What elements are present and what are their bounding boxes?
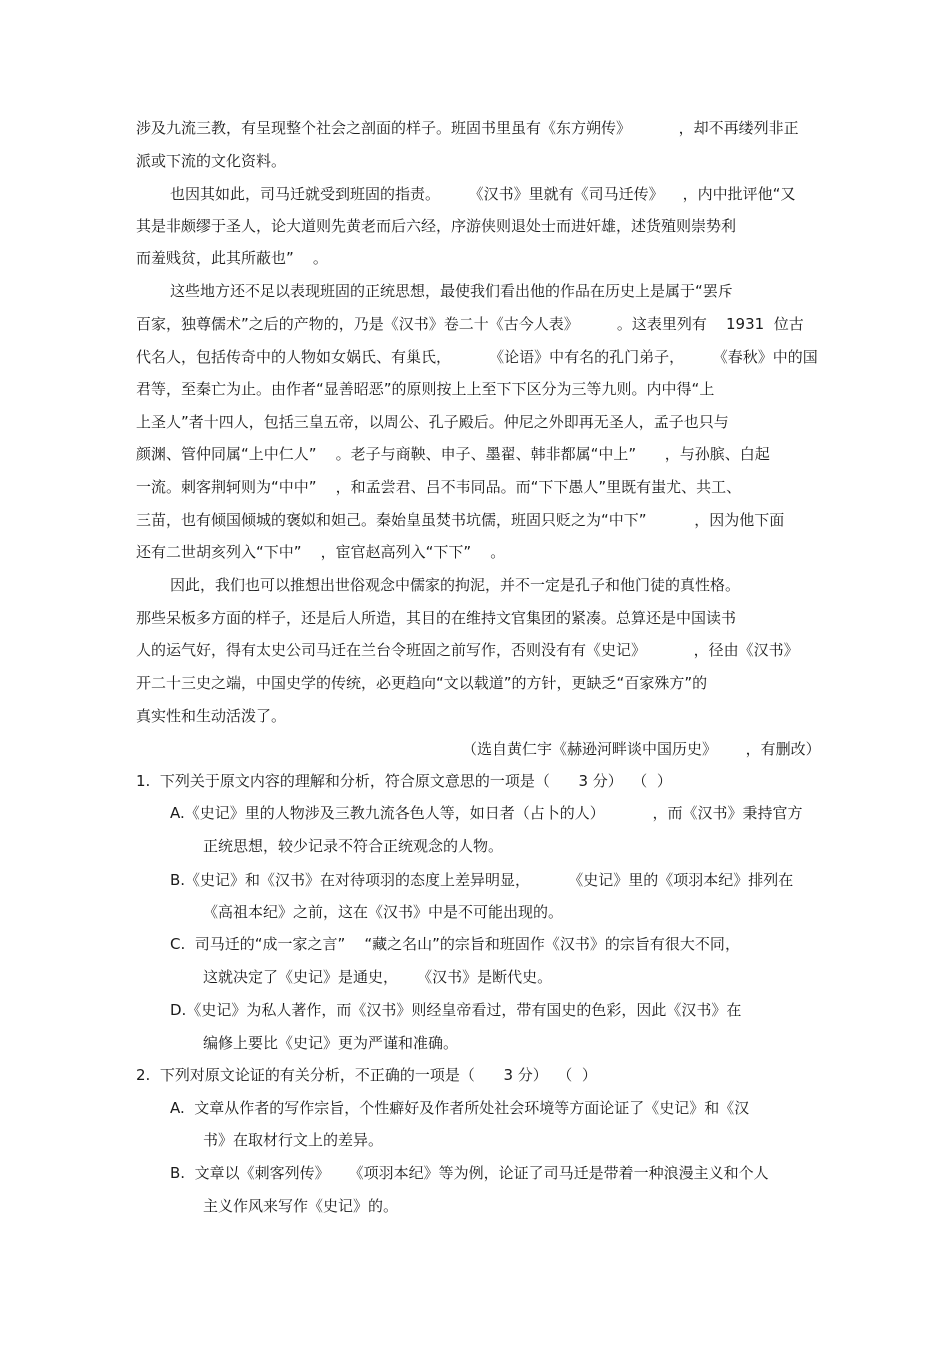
text-line: 一流。刺客荆轲则为“中中” ，和孟尝君、吕不韦同品。而“下下愚人”里既有蚩尤、共工、 bbox=[136, 478, 742, 496]
question-1-option-c-cont: 这就决定了《史记》是通史， 《汉书》是断代史。 bbox=[203, 968, 553, 986]
question-2-stem: 2. 下列对原文论证的有关分析，不正确的一项是（ 3 分） （ ） bbox=[136, 1066, 597, 1084]
text-line: 派或下流的文化资料。 bbox=[136, 152, 287, 170]
text-line: 颜渊、管仲同属“上中仁人” 。老子与商鞅、申子、墨翟、韩非都属“中上” ，与孙膑、白起 bbox=[136, 445, 770, 463]
text-line: 人的运气好，得有太史公司马迁在兰台令班固之前写作，否则没有有《史记》 ，径由《汉书》 bbox=[136, 641, 799, 659]
text-line: 这些地方还不足以表现班固的正统思想，最使我们看出他的作品在历史上是属于“罢斥 bbox=[170, 282, 733, 300]
source-attribution: （选自黄仁宇《赫逊河畔谈中国历史》 ，有删改） bbox=[462, 740, 821, 758]
question-2-option-b: B. 文章以《刺客列传》 《项羽本纪》等为例，论证了司马迁是带着一种浪漫主义和个人 bbox=[170, 1164, 769, 1182]
text-line: 代名人，包括传奇中的人物如女娲氏、有巢氏， 《论语》中有名的孔门弟子， 《春秋》中的国 bbox=[136, 348, 818, 366]
text-line: 因此，我们也可以推想出世俗观念中儒家的拘泥，并不一定是孔子和他门徒的真性格。 bbox=[170, 576, 741, 594]
text-line: 君等，至秦亡为止。由作者“显善昭恶”的原则按上上至下下区分为三等九则。内中得“上 bbox=[136, 380, 715, 398]
question-1-stem: 1. 下列关于原文内容的理解和分析，符合原文意思的一项是（ 3 分） （ ） bbox=[136, 772, 672, 790]
text-line: 其是非颇缪于圣人，论大道则先黄老而后六经，序游侠则退处士而进奸雄，述货殖则崇势利 bbox=[136, 217, 737, 235]
text-line: 百家，独尊儒术”之后的产物的，乃是《汉书》卷二十《古今人表》 。这表里列有 1931 位古 bbox=[136, 315, 804, 333]
text-line: 三苗，也有倾国倾城的褒姒和妲己。秦始皇虽焚书坑儒，班固只贬之为“中下” ，因为他下面 bbox=[136, 511, 785, 529]
text-line: 还有二世胡亥列入“下中” ，宦官赵高列入“下下” 。 bbox=[136, 543, 506, 561]
question-1-option-a: A.《史记》里的人物涉及三教九流各色人等，如日者（占卜的人） ，而《汉书》秉持官方 bbox=[170, 804, 803, 822]
question-2-option-a: A. 文章从作者的写作宗旨，个性癖好及作者所处社会环境等方面论证了《史记》和《汉 bbox=[170, 1099, 750, 1117]
question-1-option-d: D.《史记》为私人著作，而《汉书》则经皇帝看过，带有国史的色彩，因此《汉书》在 bbox=[170, 1001, 742, 1019]
question-2-option-b-cont: 主义作风来写作《史记》的。 bbox=[203, 1197, 399, 1215]
text-line: 涉及九流三教，有呈现整个社会之剖面的样子。班固书里虽有《东方朔传》 ，却不再缕列非正 bbox=[136, 119, 799, 137]
text-line: 那些呆板多方面的样子，还是后人所造，其目的在维持文官集团的紧凑。总算还是中国读书 bbox=[136, 609, 737, 627]
question-1-option-a-cont: 正统思想，较少记录不符合正统观念的人物。 bbox=[203, 837, 504, 855]
question-1-option-b-cont: 《高祖本纪》之前，这在《汉书》中是不可能出现的。 bbox=[203, 903, 564, 921]
text-line: 上圣人”者十四人，包括三皇五帝，以周公、孔子殿后。仲尼之外即再无圣人，孟子也只与 bbox=[136, 413, 729, 431]
text-line: 也因其如此，司马迁就受到班固的指责。 《汉书》里就有《司马迁传》 ，内中批评他“又 bbox=[170, 185, 796, 203]
question-2-option-a-cont: 书》在取材行文上的差异。 bbox=[203, 1131, 384, 1149]
text-line: 开二十三史之端，中国史学的传统，必更趋向“文以载道”的方针，更缺乏“百家殊方”的 bbox=[136, 674, 708, 692]
text-line: 真实性和生动活泼了。 bbox=[136, 707, 287, 725]
text-line: 而羞贱贫，此其所蔽也” 。 bbox=[136, 249, 328, 267]
question-1-option-d-cont: 编修上要比《史记》更为严谨和准确。 bbox=[203, 1034, 459, 1052]
question-1-option-c: C. 司马迁的“成一家之言” “藏之名山”的宗旨和班固作《汉书》的宗旨有很大不同， bbox=[170, 935, 740, 953]
question-1-option-b: B.《史记》和《汉书》在对待项羽的态度上差异明显， 《史记》里的《项羽本纪》排列在 bbox=[170, 871, 794, 889]
